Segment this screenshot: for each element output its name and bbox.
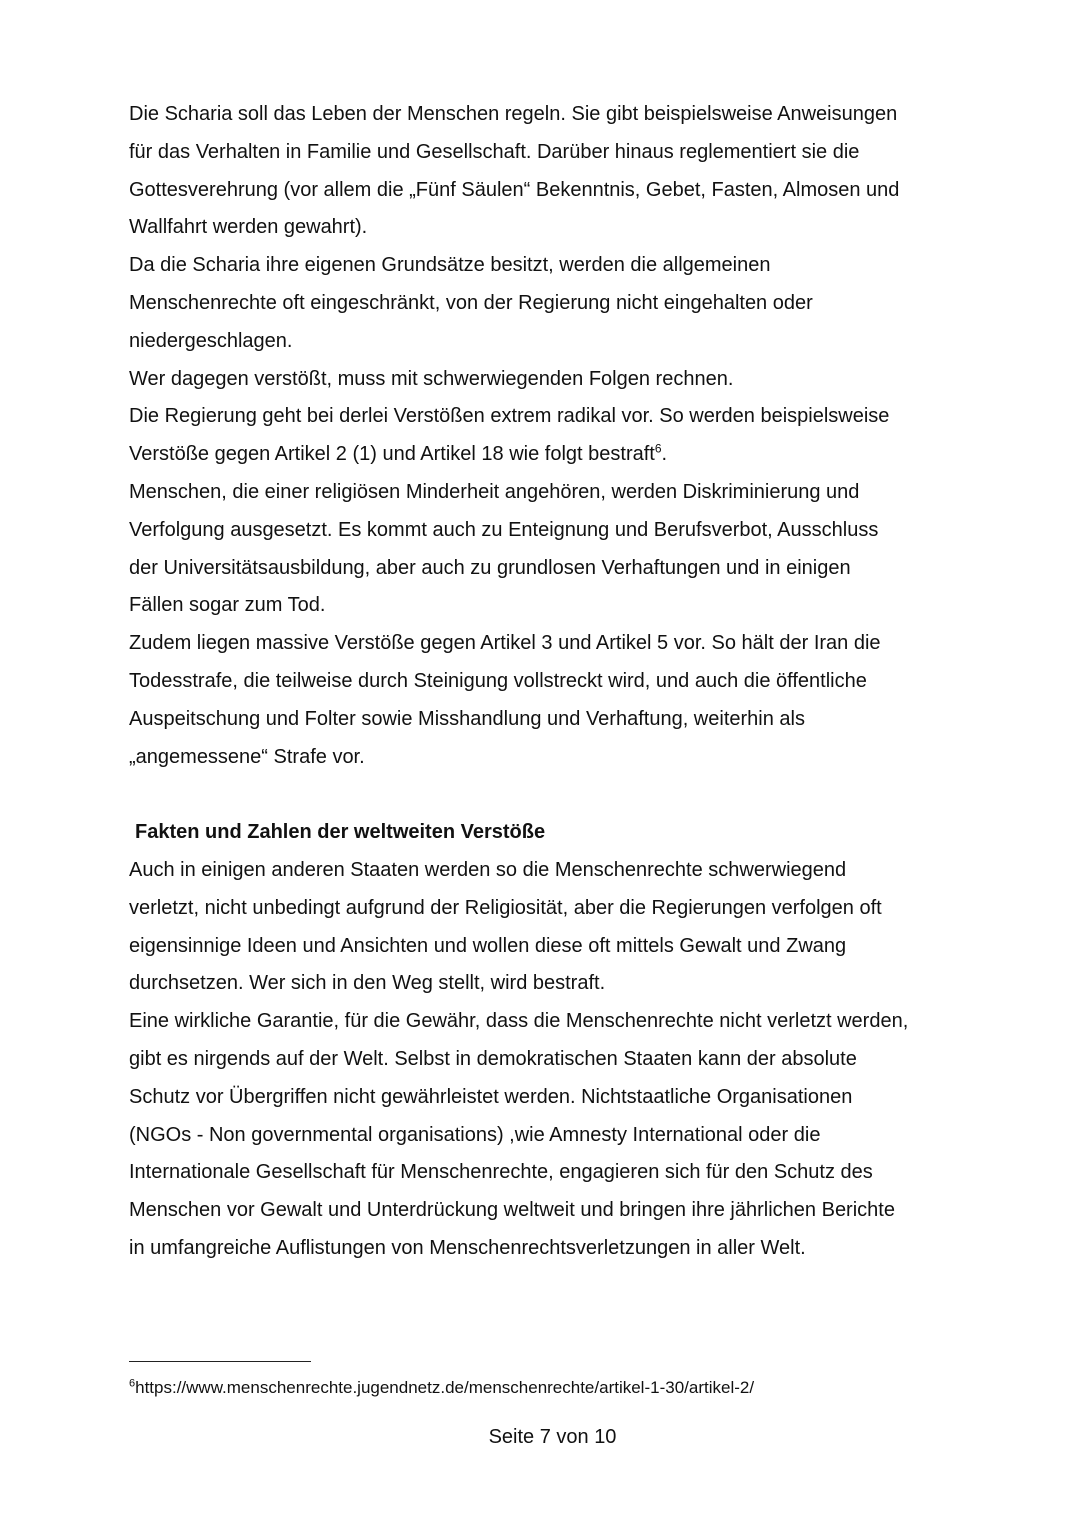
text-line: Zudem liegen massive Verstöße gegen Artikel 3 und Artikel 5 vor. So hält der Iran die — [129, 632, 881, 655]
text-line: „angemessene“ Strafe vor. — [129, 745, 365, 768]
body-text — [129, 96, 989, 1268]
text-line-with-footnote — [129, 436, 989, 474]
section-heading: Fakten und Zahlen der weltweiten Verstöße — [135, 821, 546, 844]
text-line: gibt es nirgends auf der Welt. Selbst in demokratischen Staaten kann der absolute — [129, 1047, 857, 1070]
text-line: Schutz vor Übergriffen nicht gewährleistet werden. Nichtstaatliche Organisationen — [129, 1085, 853, 1108]
text-line: Eine wirkliche Garantie, für die Gewähr, dass die Menschenrechte nicht verletzt werden, — [129, 1010, 909, 1033]
text-line: Internationale Gesellschaft für Menschenrechte, engagieren sich für den Schutz des — [129, 1161, 873, 1184]
text-line: Menschen, die einer religiösen Minderheit angehören, werden Diskriminierung und — [129, 480, 860, 503]
text-line: Menschenrechte oft eingeschränkt, von der Regierung nicht eingehalten oder — [129, 291, 813, 314]
text-line: niedergeschlagen. — [129, 329, 293, 352]
text-line: Todesstrafe, die teilweise durch Steinigung vollstreckt wird, und auch die öffentliche — [129, 669, 867, 692]
text-line: Auspeitschung und Folter sowie Misshandlung und Verhaftung, weiterhin als — [129, 707, 805, 730]
text-line: Die Regierung geht bei derlei Verstößen extrem radikal vor. So werden beispielsweise — [129, 405, 890, 428]
footnote — [129, 1377, 754, 1399]
page-number: Seite 7 von 10 — [488, 1426, 617, 1448]
text-segment: Verstöße gegen Artikel 2 (1) und Artikel 18 wie folgt bestraft — [129, 443, 655, 466]
text-line: Wallfahrt werden gewahrt). — [129, 216, 368, 239]
footnote-number: 6 — [129, 1377, 136, 1390]
text-line: Fällen sogar zum Tod. — [129, 594, 326, 617]
footnote-reference: 6 — [654, 441, 662, 456]
blank-line — [129, 776, 989, 814]
footnote-divider — [129, 1361, 311, 1362]
text-line: Menschen vor Gewalt und Unterdrückung weltweit und bringen ihre jährlichen Berichte — [129, 1199, 895, 1222]
text-line: Verfolgung ausgesetzt. Es kommt auch zu Enteignung und Berufsverbot, Ausschluss — [129, 518, 879, 541]
text-line: für das Verhalten in Familie und Gesellschaft. Darüber hinaus reglementiert sie die — [129, 140, 860, 163]
text-line: Wer dagegen verstößt, muss mit schwerwiegenden Folgen rechnen. — [129, 367, 734, 390]
text-line: in umfangreiche Auflistungen von Menschenrechtsverletzungen in aller Welt. — [129, 1236, 806, 1259]
text-line: der Universitätsausbildung, aber auch zu grundlosen Verhaftungen und in einigen — [129, 556, 851, 579]
text-line: Auch in einigen anderen Staaten werden so die Menschenrechte schwerwiegend — [129, 858, 847, 881]
text-line: (NGOs - Non governmental organisations) ,wie Amnesty International oder die — [129, 1123, 821, 1146]
text-line: Die Scharia soll das Leben der Menschen regeln. Sie gibt beispielsweise Anweisungen — [129, 103, 898, 125]
text-line: verletzt, nicht unbedingt aufgrund der Religiosität, aber die Regierungen verfolgen oft — [129, 896, 882, 919]
text-line: durchsetzen. Wer sich in den Weg stellt, wird bestraft. — [129, 972, 606, 995]
text-segment: . — [661, 443, 668, 466]
text-line: Da die Scharia ihre eigenen Grundsätze besitzt, werden die allgemeinen — [129, 254, 771, 277]
footnote-link[interactable]: https://www.menschenrechte.jugendnetz.de/menschenrechte/artikel-1-30/artikel-2/ — [135, 1378, 755, 1397]
text-line: eigensinnige Ideen und Ansichten und wollen diese oft mittels Gewalt und Zwang — [129, 934, 847, 957]
text-line: Gottesverehrung (vor allem die „Fünf Säulen“ Bekenntnis, Gebet, Fasten, Almosen und — [129, 178, 900, 201]
